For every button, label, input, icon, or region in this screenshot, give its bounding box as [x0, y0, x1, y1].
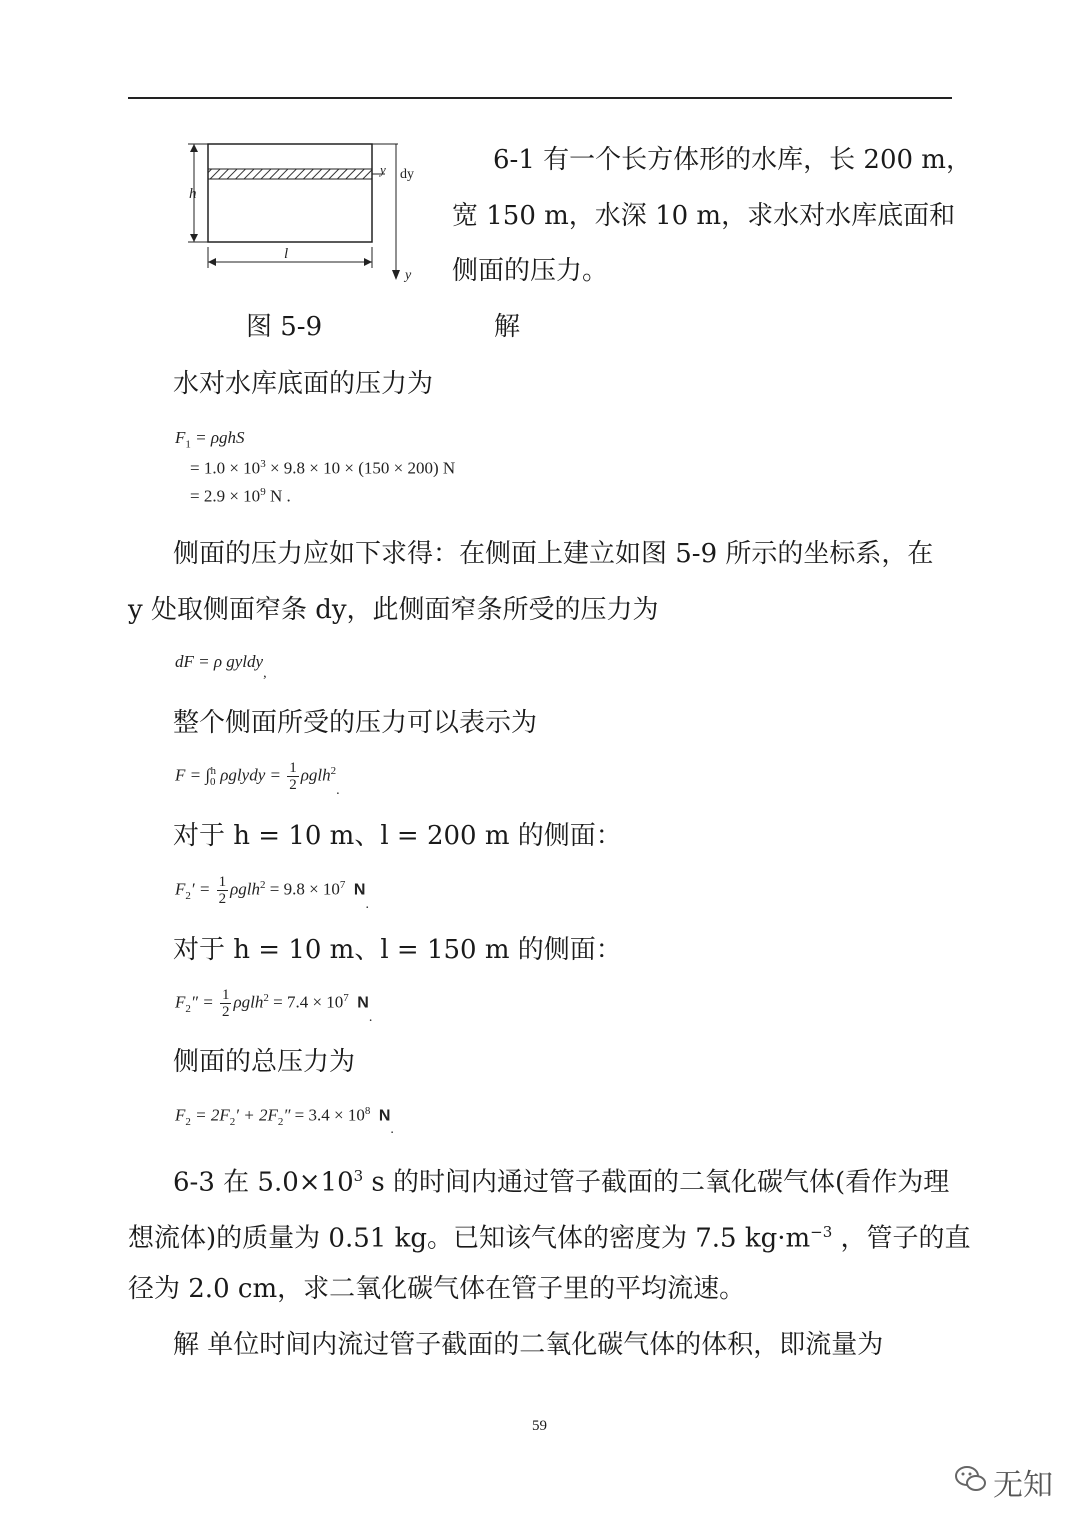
solution-6-3-line1: 解 单位时间内流过管子截面的二氧化碳气体的体积，即流量为 [173, 1330, 884, 1360]
eq1-line1: $F_1 = \rho ghS$ [175, 428, 245, 451]
watermark-text: 无知 [993, 1469, 1053, 1502]
fig-label-y-top: y [380, 162, 386, 177]
bottom-pressure-intro: 水对水库底面的压力为 [173, 369, 434, 399]
figure-5-9-diagram [180, 132, 430, 292]
eq1-line2: = $1.0 \times 10^3 \times 9.8 \times 10 \times (150 \times 200)$ N [190, 458, 456, 478]
side-paragraph-line2: y 处取侧面窄条 dy，此侧面窄条所受的压力为 [128, 595, 659, 625]
problem-6-1-line3: 侧面的压力。 [452, 256, 609, 286]
eq-total: $F_2 = 2F_2' + 2F_2'' = 3.4 \times 10^8$ $N_.$ [175, 1105, 394, 1137]
whole-side-intro: 整个侧面所受的压力可以表示为 [173, 708, 538, 738]
header-rule [128, 97, 952, 99]
problem-6-3-line2: 想流体)的质量为 0.51 kg。已知该气体的密度为 7.5 $kg\cdot m^{-3}$ ，管子的直 [128, 1223, 971, 1254]
eq-F2-double-prime: $F_2''$ = $\frac{1}{2}$ $\rho glh^2 = 7.4 \times 10^7$ $N_.$ [175, 987, 373, 1026]
fig-label-l: l [284, 246, 289, 262]
wechat-icon [955, 1465, 987, 1493]
side-paragraph-line1: 侧面的压力应如下求得：在侧面上建立如图 5-9 所示的坐标系，在 [173, 539, 934, 569]
total-pressure-intro: 侧面的总压力为 [173, 1047, 356, 1077]
eq-F2-prime: $F_2'$ = $\frac{1}{2}$ $\rho glh^2 = 9.8 \times 10^7$ $N_.$ [175, 874, 369, 913]
problem-6-3-line1: 6-3 在 $5.0\times 10^3$ s 的时间内通过管子截面的二氧化碳气体(看作为理 [173, 1167, 950, 1198]
figure-caption: 图 5-9 [246, 312, 323, 342]
eq1-line3: = $2.9 \times 10^9$ N . [190, 486, 291, 506]
solution-label: 解 [494, 312, 521, 342]
eq-F-integral: $F = \int_0^h$ ρglydy = $\frac{1}{2}$ ρglh$^2_.$ [175, 760, 340, 799]
fig-label-dy: dy [400, 167, 414, 182]
eq-df: dF = ρ gyldy$_,$ [175, 652, 267, 681]
fig-label-y-axis: y [405, 268, 412, 283]
problem-6-1-line1: 6-1 有一个长方体形的水库，长 200 m， [493, 145, 972, 175]
fig-label-h: h [189, 186, 197, 202]
reservoir-box [208, 144, 372, 242]
problem-6-1-line2: 宽 150 m，水深 10 m，求水对水库底面和 [452, 201, 956, 231]
hatched-strip [208, 169, 372, 179]
case-200m-intro: 对于 h = 10 m、l = 200 m 的侧面： [173, 821, 622, 851]
problem-6-3-line3: 径为 2.0 cm，求二氧化碳气体在管子里的平均流速。 [128, 1274, 746, 1304]
case-150m-intro: 对于 h = 10 m、l = 150 m 的侧面： [173, 935, 622, 965]
page-number: 59 [532, 1418, 547, 1434]
